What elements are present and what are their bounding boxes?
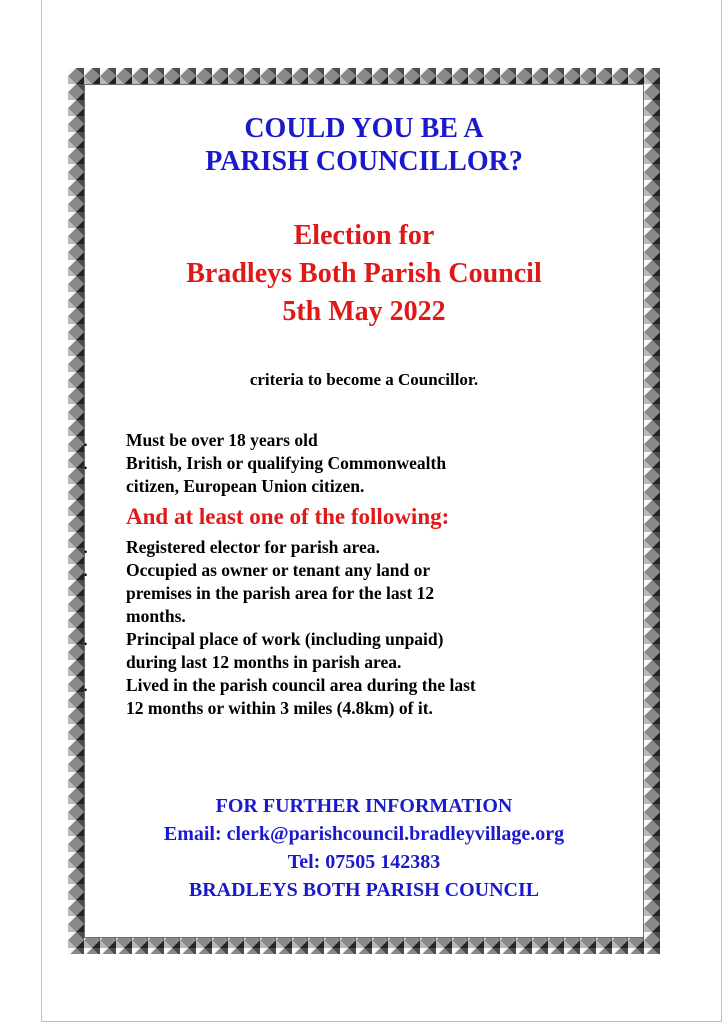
bullet-icon: • — [84, 570, 88, 580]
election-heading — [84, 217, 644, 331]
list-item — [84, 536, 644, 559]
election-date: 5th May 2022 — [282, 296, 446, 327]
contact-email: Email: clerk@parishcouncil.bradleyvillage.org — [163, 823, 565, 845]
contact-organisation: BRADLEYS BOTH PARISH COUNCIL — [188, 879, 540, 901]
bullet-icon: • — [84, 547, 88, 557]
bullet-icon: • — [84, 463, 88, 473]
criteria-list — [84, 429, 644, 720]
list-item-text: months. — [126, 606, 186, 626]
headline-line-2: PARISH COUNCILLOR? — [205, 146, 523, 177]
contact-info — [84, 792, 644, 904]
list-item-text: citizen, European Union citizen. — [126, 476, 365, 496]
list-item-text: premises in the parish area for the last 12 — [126, 583, 435, 603]
election-line-1: Election for — [293, 220, 435, 251]
list-item-text: Occupied as owner or tenant any land or — [126, 560, 431, 580]
list-item — [84, 674, 644, 720]
following-heading: And at least one of the following: — [126, 504, 450, 529]
list-item — [84, 559, 644, 628]
election-line-2: Bradleys Both Parish Council — [186, 258, 542, 289]
list-item-text: Principal place of work (including unpaid) — [126, 629, 444, 649]
contact-heading: FOR FURTHER INFORMATION — [215, 795, 513, 817]
poster-headline — [84, 112, 644, 178]
contact-phone: Tel: 07505 142383 — [287, 851, 441, 873]
list-item-text: 12 months or within 3 miles (4.8km) of it. — [126, 698, 433, 718]
list-item — [84, 628, 644, 674]
list-item-text: Lived in the parish council area during the last — [126, 675, 476, 695]
list-item — [84, 429, 644, 452]
list-item-text: during last 12 months in parish area. — [126, 652, 402, 672]
list-item — [84, 452, 644, 498]
list-item-text: Registered elector for parish area. — [126, 537, 380, 557]
list-item-text: Must be over 18 years old — [126, 430, 318, 450]
bullet-icon: • — [84, 440, 88, 450]
bullet-icon: • — [84, 639, 88, 649]
bullet-icon: • — [84, 685, 88, 695]
criteria-intro: criteria to become a Councillor. — [249, 370, 479, 389]
list-item-text: British, Irish or qualifying Commonwealth — [126, 453, 447, 473]
headline-line-1: COULD YOU BE A — [244, 113, 484, 144]
